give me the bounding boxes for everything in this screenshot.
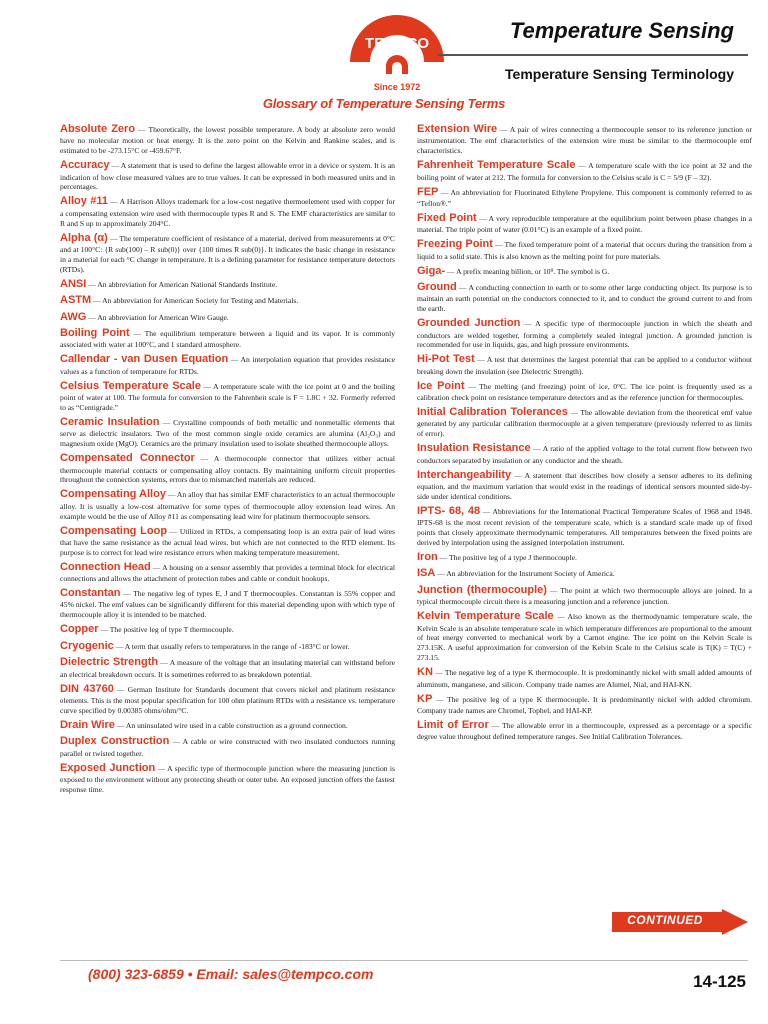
glossary-definition: A cable or wire constructed with two insulated conductors running parallel or twisted together. xyxy=(60,737,395,758)
glossary-term: Compensating Loop xyxy=(60,524,168,537)
glossary-entry: AWG — An abbreviation for American Wire Gauge. xyxy=(60,310,229,323)
glossary-definition: The fixed temperature point of a material that occurs during the transition from a liquid to a solid state. This is also known as the melting point for pure materials. xyxy=(417,240,753,261)
glossary-entry: Freezing Point — The fixed temperature point of a material that occurs during the transition from a liquid to a solid state. This is also known as the melting point for pure materials. xyxy=(417,238,753,261)
glossary-entry: Compensating Loop — Utilized in RTDs, a compensating loop is an extra pair of lead wires that have the same resistance as the actual lead wires, but which are not connected to the RTD element. Its purpose is to correct for lead wire resistance errors when making temperature measurement. xyxy=(60,524,396,557)
glossary-entry: Constantan — The negative leg of types E, J and T thermocouples. Constantan is 55% copper and 45% nickel. The emf values can be significantly different for this material depending upon with which type of thermocouple alloy it is intended to be matched. xyxy=(60,587,395,620)
glossary-definition: A temperature scale with the ice point at 0 and the boiling point of water at 100. The formula for conversion to the Fahrenheit scale is F = 1.8C + 32. Formerly referred to as “Centigrade.” xyxy=(60,381,395,412)
glossary-definition: A term that usually refers to temperatures in the range of -183°C or lower. xyxy=(124,641,350,651)
glossary-entry: Insulation Resistance — A ratio of the applied voltage to the total current flow between two conductors separated by insulation or any conductor and the sheath. xyxy=(417,442,752,465)
glossary-term: Callendar - van Dusen Equation xyxy=(60,353,229,366)
glossary-term: Celsius Temperature Scale xyxy=(60,379,201,392)
glossary-entry: Fixed Point — A very reproducible temperature at the equilibrium point between phase changes in a material. The triple point of water (0.01°C) is an example of a fixed point. xyxy=(417,211,752,235)
glossary-term: Absolute Zero xyxy=(60,123,136,135)
footer-divider xyxy=(60,960,748,961)
glossary-entry: DIN 43760 — German Institute for Standards document that covers nickel and platinum resistance elements. This is the most popular specification for 100 ohm platinum RTDs with a resistance vs. temperature curve specified by 0.00385 ohms/ohm/°C. xyxy=(60,682,395,715)
glossary-entry: Kelvin Temperature Scale — Also known as the thermodynamic temperature scale, the Kelvin Scale is an absolute temperature scale in which temperature differences are proportional to the amount of heat energy converted to mechanical work by a Carnot engine. The ice point on the Kelvin Scale is 273.15K. A useful approximation for conversion of the Kelvin Scale to the Celsius scale is T(K) = T(C) + 273.15. xyxy=(417,610,752,663)
glossary-entry: Interchangeability — A statement that describes how closely a sensor adheres to its defining equation, and the maximum variation that would exist in the readings of identical sensors mounted side-by-side under identical conditions. xyxy=(417,468,752,501)
glossary-term: Drain Wire xyxy=(60,718,115,731)
glossary-entry: Drain Wire — An uninsulated wire used in a cable construction as a ground connection. xyxy=(60,718,348,731)
glossary-definition: An abbreviation for American National Standards Institute. xyxy=(97,279,278,289)
glossary-definition: The negative leg of types E, J and T thermocouples. Constantan is 55% copper and 45% nickel. The emf values can be significantly different for this material depending upon with which type of thermocouple alloy it is intended to be matched. xyxy=(60,589,395,620)
glossary-definition: A test that determines the largest potential that can be applied to a conductor without breaking down the insulation (see Dielectric Strength). xyxy=(417,355,752,376)
glossary-term: Grounded Junction xyxy=(417,317,521,330)
glossary-definition: An alloy that has similar EMF characteristics to an actual thermocouple alloy. It is usually a low-cost alternative for some types of thermocouple alloy extension lead wires. An example would be the use of Alloy #11 as compensating lead wire for platinum thermocouple sensors. xyxy=(60,490,395,521)
glossary-definition: The temperature coefficient of resistance of a material, derived from measurements at 0°C and at 100°C: {R sub(100) – R sub(0)} over {100 times R sub(0)}. It indicates the basic change in resistance in a material for each °C change in temperature. It is a defining parameter for resistance temperature detectors (RTDs). xyxy=(60,233,395,274)
glossary-term: Compensating Alloy xyxy=(60,488,166,501)
glossary-entry: Initial Calibration Tolerances — The allowable deviation from the theoretical emf value generated by any particular calibration thermocouple at a given temperature (previously referred to as limits of error). xyxy=(417,406,752,439)
page-subtitle: Temperature Sensing Terminology xyxy=(505,66,734,82)
brand-wordmark: TEMPCO xyxy=(364,35,430,52)
glossary-term: Ice Point xyxy=(417,379,465,392)
glossary-definition: A temperature scale with the ice point at 32 and the boiling point of water at 212. The formula for conversion to the Celsius scale is C = 5/9 (F – 32). xyxy=(417,161,753,182)
glossary-definition: The melting (and freezing) point of ice, 0°C. The ice point is frequently used as a calibration check point on resistance temperature detectors and as the reference junction for thermocouples. xyxy=(417,381,753,403)
glossary-term: Ground xyxy=(417,281,457,294)
glossary-entry: Grounded Junction — A specific type of thermocouple junction in which the sheath and conductors are welded together, forming a completely sealed integral junction. A grounded junction is recommended for use in liquids, gas, and high pressure environments. xyxy=(417,317,752,350)
glossary-term: KP xyxy=(417,692,433,705)
glossary-entry: Hi-Pot Test — A test that determines the largest potential that can be applied to a conductor without breaking down the insulation (see Dielectric Strength). xyxy=(417,353,752,376)
glossary-definition: A specific type of thermocouple junction where the measuring junction is exposed to the environment without any protecting sheath or outer tube. An exposed junction offers the fastest response time. xyxy=(60,763,395,794)
glossary-entry: Giga- — A prefix meaning billion, or 10⁹. The symbol is G. xyxy=(417,264,610,277)
glossary-entry: Ice Point — The melting (and freezing) point of ice, 0°C. The ice point is frequently used as a calibration check point on resistance temperature detectors and as the reference junction for thermocouples. xyxy=(417,379,753,403)
glossary-term: Initial Calibration Tolerances xyxy=(417,406,568,419)
glossary-term: Alpha (α) xyxy=(60,231,108,244)
tempco-logo xyxy=(350,4,444,96)
glossary-entry: Compensating Alloy — An alloy that has similar EMF characteristics to an actual thermocouple alloy. It is usually a low-cost alternative for some types of thermocouple alloy extension lead wires. An example would be the use of Alloy #11 as compensating lead wire for platinum thermocouple sensors. xyxy=(60,488,395,521)
glossary-term: DIN 43760 xyxy=(60,682,114,695)
glossary-definition: A thermocouple connector that utilizes either actual thermocouple material contacts or compensating alloy contacts. By maintaining uniform circuit properties throughout the connection systems, errors due to mismatched materials are reduced. xyxy=(60,454,395,485)
glossary-definition: A statement that is used to define the largest allowable error in a device or system. It is an indication of how close measured values are to true values. It can be expressed in both measured units and in percentages. xyxy=(60,161,395,192)
glossary-term: Freezing Point xyxy=(417,238,493,251)
glossary-entry: FEP — An abbreviation for Fluorinated Ethylene Propylene. This component is commonly referred to as “Teflon®.” xyxy=(417,185,752,208)
glossary-entry: Cryogenic — A term that usually refers to temperatures in the range of -183°C or lower. xyxy=(60,639,350,652)
glossary-definition: An abbreviation for the Instrument Society of America. xyxy=(446,569,615,579)
glossary-definition: A ratio of the applied voltage to the total current flow between two conductors separated by insulation or any conductor and the sheath. xyxy=(417,444,752,465)
glossary-column-right xyxy=(417,122,752,744)
glossary-definition: The equilibrium temperature between a liquid and its vapor. It is commonly associated with water at 100°C, and 1 standard atmosphere. xyxy=(60,329,395,350)
glossary-term: Kelvin Temperature Scale xyxy=(417,610,554,623)
glossary-entry: Celsius Temperature Scale — A temperature scale with the ice point at 0 and the boiling point of water at 100. The formula for conversion to the Fahrenheit scale is F = 1.8C + 32. Formerly referred to as “Centigrade.” xyxy=(60,379,395,412)
glossary-definition: A very reproducible temperature at the equilibrium point between phase changes in a material. The triple point of water (0.01°C) is an example of a fixed point. xyxy=(417,213,752,235)
glossary-definition: The negative leg of a type K thermocouple. It is predominantly nickel with small added amounts of aluminum, manganese, and silicon. Company trade names are Alumel, Nial, and HAI-KN. xyxy=(417,668,752,689)
glossary-definition: The positive leg of a type J thermocouple. xyxy=(449,552,577,562)
glossary-term: Exposed Junction xyxy=(60,761,156,774)
glossary-heading: Glossary of Temperature Sensing Terms xyxy=(262,96,506,111)
glossary-definition: Crystalline compounds of both metallic and nonmetallic elements that serve as dielectric insulators. Two of the most common single oxide ceramics are alumina (Al₂O₃) and magnesium oxide (MgO). Ceramics are the primary insulation used to isolate sheathed thermocouple alloys. xyxy=(60,418,396,449)
glossary-definition: A pair of wires connecting a thermocouple sensor to its reference junction or instrumentation. The emf characteristics of the extension wire must be similar to the thermocouple emf characteristics. xyxy=(417,125,752,156)
glossary-term: ANSI xyxy=(60,277,87,290)
glossary-entry: Alloy #11 — A Harrison Alloys trademark for a low-cost negative thermoelement used with copper for a compensating extension wire used with thermocouple types R and S. The EMF characteristics are similar to R and S up to approximately 204°C. xyxy=(60,195,395,228)
glossary-entry: Connection Head — A housing on a sensor assembly that provides a terminal block for electrical connections and allows the attachment of protection tubes and cable or conduit hookups. xyxy=(60,560,395,584)
glossary-entry: Limit of Error — The allowable error in a thermocouple, expressed as a percentage or a specific degree value throughout defined temperature ranges. See Initial Calibration Tolerances. xyxy=(417,718,752,742)
glossary-term: Duplex Construction xyxy=(60,735,170,748)
glossary-definition: Utilized in RTDs, a compensating loop is an extra pair of lead wires that have the same resistance as the actual lead wires, but which are not connected to the RTD element. Its purpose is to correct for lead wire resistance errors when making temperature measurement. xyxy=(60,526,396,557)
glossary-entry: Accuracy — A statement that is used to define the largest allowable error in a device or system. It is an indication of how close measured values are to true values. It can be expressed in both measured units and in percentages. xyxy=(60,159,395,192)
glossary-term: Insulation Resistance xyxy=(417,442,531,455)
glossary-entry: Copper — The positive leg of type T thermocouple. xyxy=(60,623,234,636)
glossary-term: Junction (thermocouple) xyxy=(417,583,547,596)
glossary-entry: Alpha (α) — The temperature coefficient of resistance of a material, derived from measurements at 0°C and at 100°C: {R sub(100) – R sub(0)} over {100 times R sub(0)}. It indicates the basic change in resistance in a material for each °C change in temperature. It is a defining parameter for resistance temperature detectors (RTDs). xyxy=(60,231,395,274)
glossary-entry: ASTM — An abbreviation for American Society for Testing and Materials. xyxy=(60,294,299,307)
glossary-entry: Iron — The positive leg of a type J thermocouple. xyxy=(417,550,577,563)
glossary-definition: The point at which two thermocouple alloys are joined. In a typical thermocouple circuit there is a measuring junction and a reference junction. xyxy=(417,585,752,607)
glossary-definition: German Institute for Standards document that covers nickel and platinum resistance elements. This is the most popular specification for 100 ohm platinum RTDs with a resistance vs. temperature curve specified by 0.00385 ohms/ohm/°C. xyxy=(60,684,395,715)
glossary-definition: A housing on a sensor assembly that provides a terminal block for electrical connections and allows the attachment of protection tubes and cable or conduit hookups. xyxy=(60,562,395,584)
glossary-entry: Compensated Connector — A thermocouple connector that utilizes either actual thermocouple material contacts or compensating alloy contacts. By maintaining uniform circuit properties throughout the connection systems, errors due to mismatched materials are reduced. xyxy=(60,452,395,485)
glossary-entry: Ground — A conducting connection to earth or to some other large conducting object. Its purpose is to maintain an earth potential on the conductors connected to it, and to conduct the ground current to and from the earth. xyxy=(417,281,752,314)
glossary-term: Extension Wire xyxy=(417,123,498,135)
glossary-term: Fixed Point xyxy=(417,211,477,224)
page-number: 14-125 xyxy=(693,972,746,991)
glossary-column-left xyxy=(60,122,395,797)
glossary-definition: A prefix meaning billion, or 10⁹. The symbol is G. xyxy=(456,266,610,276)
glossary-entry: KN — The negative leg of a type K thermocouple. It is predominantly nickel with small added amounts of aluminum, manganese, and silicon. Company trade names are Alumel, Nial, and HAI-KN. xyxy=(417,666,752,689)
glossary-definition: Abbreviations for the International Practical Temperature Scales of 1968 and 1948. IPTS-68 is the most recent revision of the temperature scale, which is a standard scale made up of fixed points that closely approximate thermodynamic temperatures. All temperatures between the fixed points are derived by interpolation using the assigned interpolation instrument. xyxy=(417,506,752,547)
glossary-entry: IPTS- 68, 48 — Abbreviations for the International Practical Temperature Scales of 1968 and 1948. IPTS-68 is the most recent revision of the temperature scale, which is a standard scale made up of fixed points that closely approximate thermodynamic temperatures. All temperatures between the fixed points are derived by interpolation using the assigned interpolation instrument. xyxy=(417,504,752,547)
glossary-term: Interchangeability xyxy=(417,468,512,481)
glossary-term: Connection Head xyxy=(60,560,151,573)
glossary-definition: An uninsulated wire used in a cable construction as a ground connection. xyxy=(125,720,348,730)
glossary-definition: An interpolation equation that provides resistance values as a function of temperature for RTDs. xyxy=(60,355,395,376)
glossary-entry: Fahrenheit Temperature Scale — A temperature scale with the ice point at 32 and the boiling point of water at 212. The formula for conversion to the Celsius scale is C = 5/9 (F – 32). xyxy=(417,159,753,182)
glossary-definition: A Harrison Alloys trademark for a low-cost negative thermoelement used with copper for a compensating extension wire used with thermocouple types R and S. The EMF characteristics are similar to R and S up to approximately 204°C. xyxy=(60,197,395,228)
glossary-definition: The allowable deviation from the theoretical emf value generated by any particular calibration thermocouple at a given temperature (previously referred to as limits of error). xyxy=(417,408,752,439)
glossary-term: Giga- xyxy=(417,264,446,277)
glossary-definition: The positive leg of a type K thermocouple. It is predominantly nickel with added chromium. Company trade names are Chromel, Tophel, and HAI-KP. xyxy=(417,694,752,715)
glossary-definition: Also known as the thermodynamic temperature scale, the Kelvin Scale is an absolute temperature scale in which temperature differences are proportional to the amount of heat energy converted to mechanical work by a Carnot engine. The ice point on the Kelvin Scale is 273.15K. A useful approximation for conversion of the Kelvin Scale to the Celsius scale is T(K) = T(C) + 273.15. xyxy=(417,612,752,663)
since-text: Since 1972 xyxy=(373,82,421,92)
glossary-entry: Junction (thermocouple) — The point at which two thermocouple alloys are joined. In a typical thermocouple circuit there is a measuring junction and a reference junction. xyxy=(417,583,752,607)
glossary-term: Alloy #11 xyxy=(60,195,109,208)
glossary-definition: A statement that describes how closely a sensor adheres to its defining equation, and the maximum variation that would exist in the readings of identical sensors mounted side-by-side under identical conditions. xyxy=(417,470,752,501)
page-title: Temperature Sensing xyxy=(509,18,734,43)
glossary-definition: An abbreviation for American Wire Gauge. xyxy=(97,312,229,322)
glossary-definition: Theoretically, the lowest possible temperature. A body at absolute zero would have no molecular motion or heat energy. It is the zero point on the Kelvin and Rankine scales, and is estimated to be -273.15°C or -459.67°F. xyxy=(60,125,395,156)
glossary-term: Dielectric Strength xyxy=(60,656,159,669)
continued-label[interactable]: CONTINUED xyxy=(627,913,703,927)
glossary-term: KN xyxy=(417,666,433,679)
glossary-term: Compensated Connector xyxy=(60,452,195,465)
glossary-definition: The allowable error in a thermocouple, expressed as a percentage or a specific degree value throughout defined temperature ranges. See Initial Calibration Tolerances. xyxy=(417,720,752,742)
glossary-term: Constantan xyxy=(60,587,121,600)
glossary-term: Accuracy xyxy=(60,159,110,172)
glossary-term: Iron xyxy=(417,550,438,563)
header-divider xyxy=(438,54,748,56)
glossary-term: Fahrenheit Temperature Scale xyxy=(417,159,576,172)
glossary-entry: ANSI — An abbreviation for American National Standards Institute. xyxy=(60,277,278,290)
footer-contact[interactable]: (800) 323-6859 • Email: sales@tempco.com xyxy=(88,966,374,982)
glossary-entry: Ceramic Insulation — Crystalline compounds of both metallic and nonmetallic elements that serve as dielectric insulators. Two of the most common single oxide ceramics are alumina (Al₂O₃) and magnesium oxide (MgO). Ceramics are the primary insulation used to isolate sheathed thermocouple alloys. xyxy=(60,416,396,449)
glossary-entry: KP — The positive leg of a type K thermocouple. It is predominantly nickel with added chromium. Company trade names are Chromel, Tophel, and HAI-KP. xyxy=(417,692,752,715)
glossary-definition: A conducting connection to earth or to some other large conducting object. Its purpose is to maintain an earth potential on the conductors connected to it, and to conduct the ground current to and from the earth. xyxy=(417,283,752,314)
glossary-term: ISA xyxy=(417,567,436,580)
glossary-definition: A specific type of thermocouple junction in which the sheath and conductors are welded together, forming a completely sealed integral junction. A grounded junction is recommended for use in liquids, gas, and high pressure environments. xyxy=(417,319,752,350)
glossary-definition: A measure of the voltage that an insulating material can withstand before an electrical breakdown occurs. It is sometimes referred to as breakdown potential. xyxy=(60,658,395,679)
glossary-entry: Absolute Zero — Theoretically, the lowest possible temperature. A body at absolute zero would have no molecular motion or heat energy. It is the zero point on the Kelvin and Rankine scales, and is estimated to be -273.15°C or -459.67°F. xyxy=(60,123,395,156)
glossary-term: ASTM xyxy=(60,294,92,307)
glossary-term: Copper xyxy=(60,623,99,636)
glossary-entry: Dielectric Strength — A measure of the voltage that an insulating material can withstand before an electrical breakdown occurs. It is sometimes referred to as breakdown potential. xyxy=(60,656,395,679)
glossary-term: FEP xyxy=(417,185,439,198)
glossary-term: Limit of Error xyxy=(417,718,489,731)
glossary-definition: The positive leg of type T thermocouple. xyxy=(109,625,234,635)
glossary-term: AWG xyxy=(60,310,87,323)
glossary-entry: ISA — An abbreviation for the Instrument Society of America. xyxy=(417,567,615,580)
glossary-entry: Duplex Construction — A cable or wire constructed with two insulated conductors running parallel or twisted together. xyxy=(60,735,395,758)
glossary-term: Boiling Point xyxy=(60,327,130,340)
glossary-entry: Extension Wire — A pair of wires connecting a thermocouple sensor to its reference junction or instrumentation. The emf characteristics of the extension wire must be similar to the thermocouple emf characteristics. xyxy=(417,123,752,156)
glossary-term: IPTS- 68, 48 xyxy=(417,504,481,517)
glossary-definition: An abbreviation for American Society for Testing and Materials. xyxy=(102,296,299,306)
glossary-term: Hi-Pot Test xyxy=(417,353,475,366)
glossary-entry: Exposed Junction — A specific type of thermocouple junction where the measuring junction is exposed to the environment without any protecting sheath or outer tube. An exposed junction offers the fastest response time. xyxy=(60,761,395,794)
glossary-definition: An abbreviation for Fluorinated Ethylene Propylene. This component is commonly referred to as “Teflon®.” xyxy=(417,187,752,208)
glossary-term: Ceramic Insulation xyxy=(60,416,160,429)
glossary-term: Cryogenic xyxy=(60,639,114,652)
glossary-entry: Boiling Point — The equilibrium temperature between a liquid and its vapor. It is commonly associated with water at 100°C, and 1 standard atmosphere. xyxy=(60,327,395,350)
glossary-entry: Callendar - van Dusen Equation — An interpolation equation that provides resistance values as a function of temperature for RTDs. xyxy=(60,353,395,376)
